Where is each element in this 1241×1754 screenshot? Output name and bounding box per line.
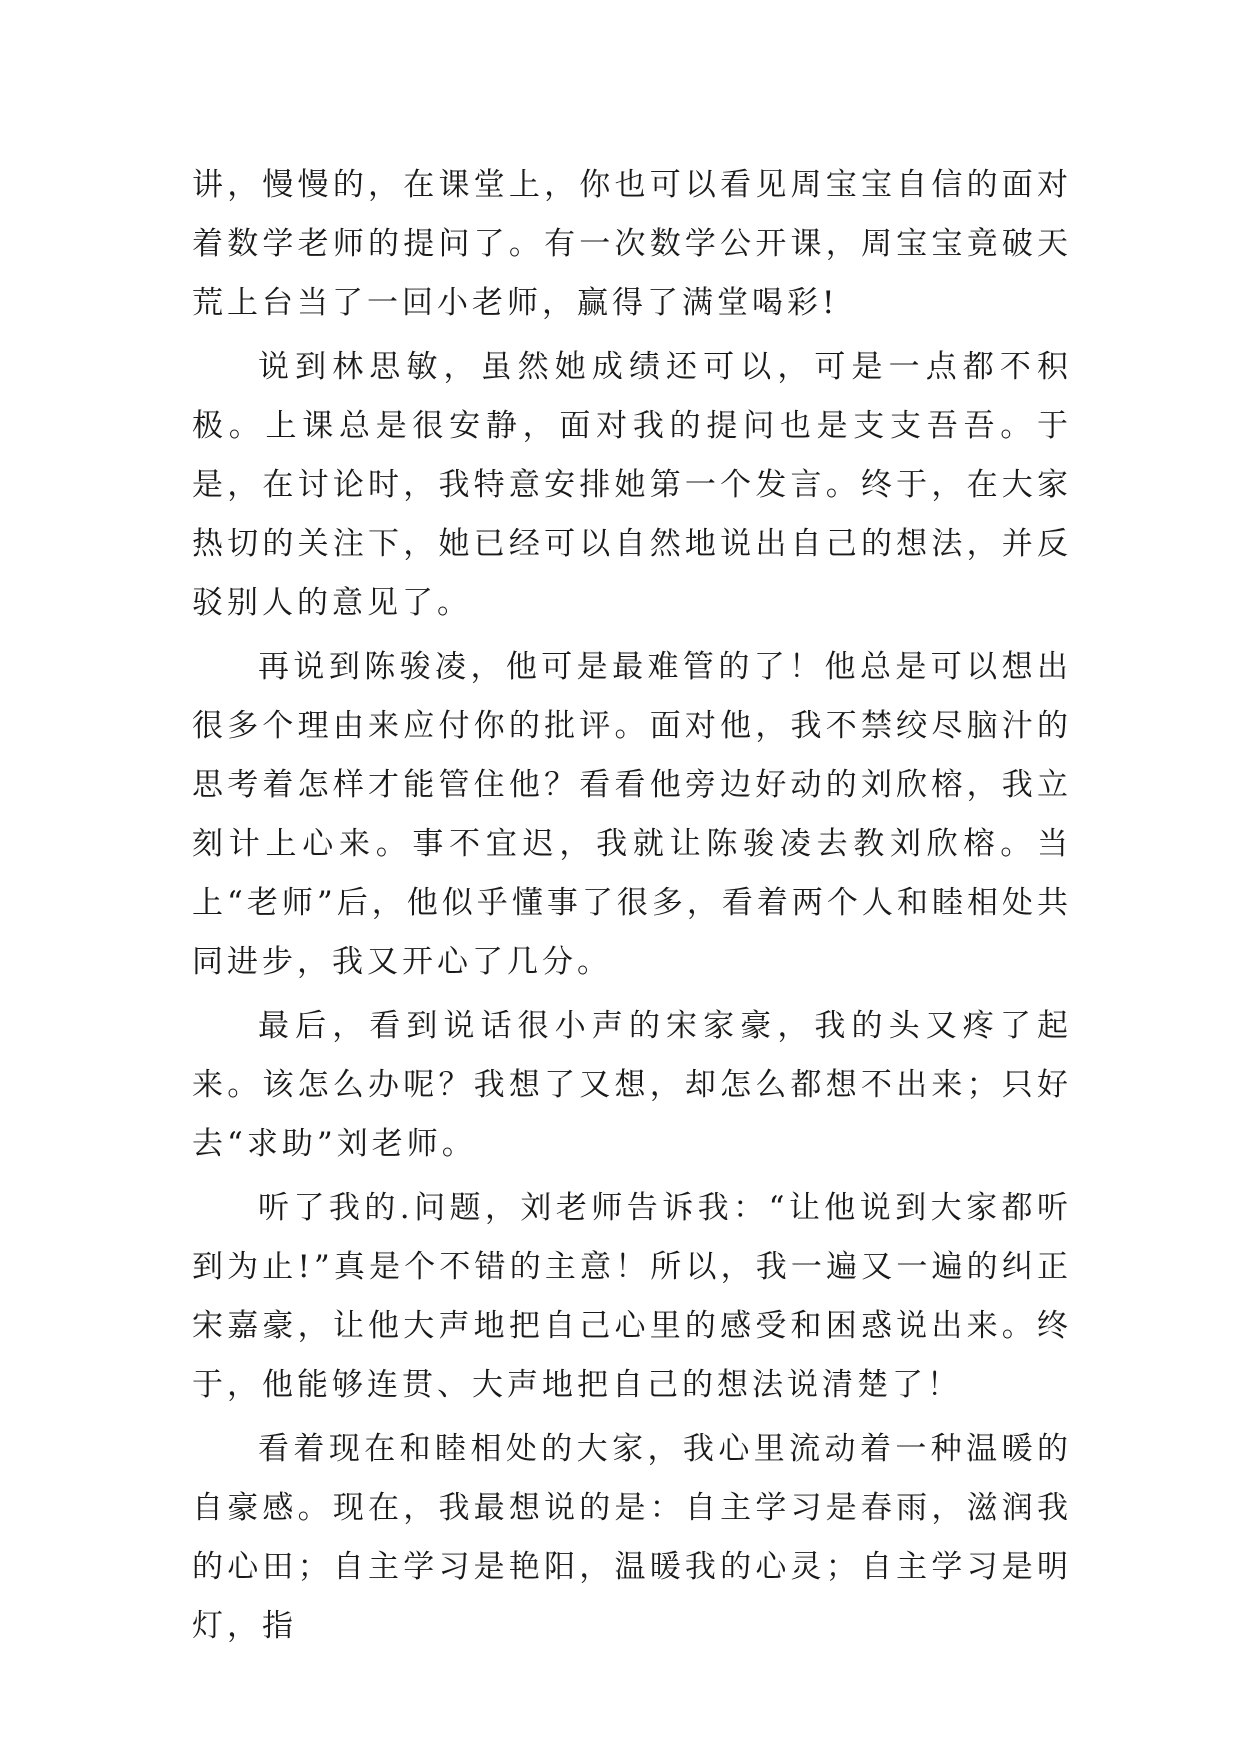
paragraph-lin-simin: 说到林思敏，虽然她成绩还可以，可是一点都不积极。上课总是很安静，面对我的提问也是支支吾吾。于是，在讨论时，我特意安排她第一个发言。终于，在大家热切的关注下，她已经可以自然地说出自己的想法，并反驳别人的意见了。 [192,349,1072,621]
paragraph-continuation: 讲，慢慢的，在课堂上，你也可以看见周宝宝自信的面对着数学老师的提问了。有一次数学公开课，周宝宝竟破天荒上台当了一回小老师，赢得了满堂喝彩! [192,167,1072,321]
paragraph-chen-junling: 再说到陈骏凌，他可是最难管的了！他总是可以想出很多个理由来应付你的批评。面对他，我不禁绞尽脑汁的思考着怎样才能管住他？看看他旁边好动的刘欣榕，我立刻计上心来。事不宜迟，我就让陈骏凌去教刘欣榕。当上“老师”后，他似乎懂事了很多，看着两个人和睦相处共同进步，我又开心了几分。 [192,649,1072,980]
document-body [192,156,1072,1661]
paragraph-song-jiahao: 最后，看到说话很小声的宋家豪，我的头又疼了起来。该怎么办呢？我想了又想，却怎么都想不出来；只好去“求助”刘老师。 [192,1008,1072,1162]
paragraph-teacher-advice: 听了我的.问题，刘老师告诉我：“让他说到大家都听到为止!”真是个不错的主意！所以，我一遍又一遍的纠正宋嘉豪，让他大声地把自己心里的感受和困惑说出来。终于，他能够连贯、大声地把自己的想法说清楚了！ [192,1190,1072,1403]
paragraph-conclusion: 看着现在和睦相处的大家，我心里流动着一种温暖的自豪感。现在，我最想说的是：自主学习是春雨，滋润我的心田；自主学习是艳阳，温暖我的心灵；自主学习是明灯，指 [192,1431,1072,1644]
